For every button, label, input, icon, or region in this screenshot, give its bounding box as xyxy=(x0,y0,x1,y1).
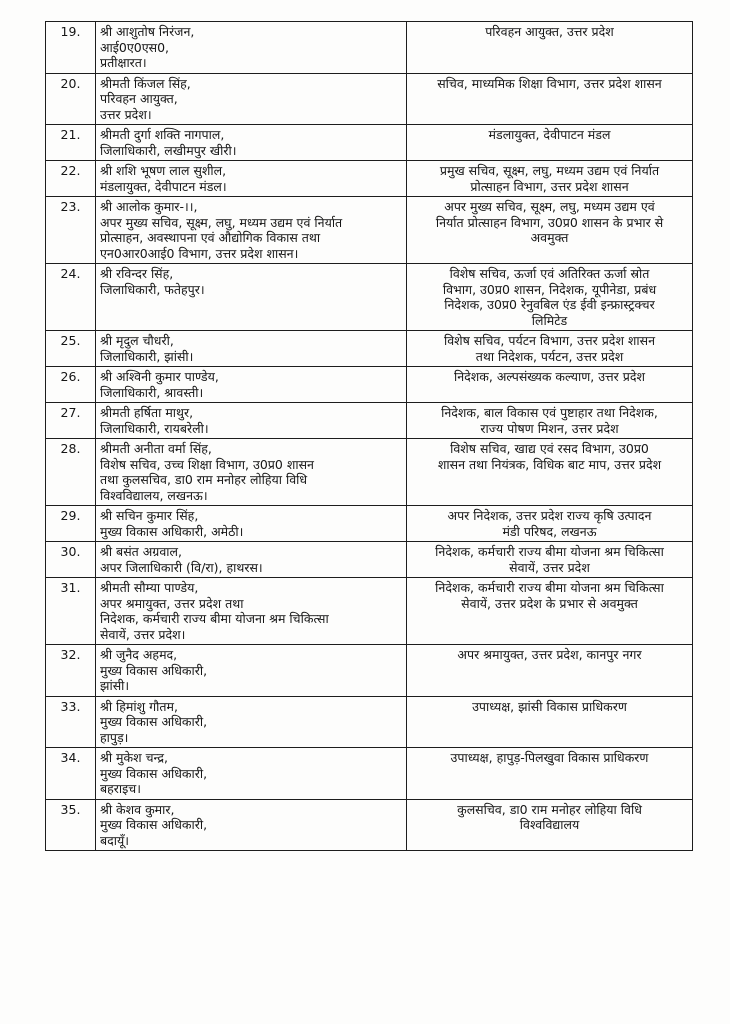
table-row xyxy=(46,645,693,697)
officer-line: श्री रविन्दर सिंह, xyxy=(100,266,174,281)
serial-number: 20. xyxy=(46,73,96,125)
serial-number: 24. xyxy=(46,264,96,331)
officer-current-posting xyxy=(96,403,407,439)
officer-line: निदेशक, कर्मचारी राज्य बीमा योजना श्रम चिकित्सा xyxy=(100,611,329,626)
serial-number: 26. xyxy=(46,367,96,403)
officer-current-posting xyxy=(96,331,407,367)
new-posting xyxy=(407,197,693,264)
new-posting xyxy=(407,264,693,331)
serial-number: 23. xyxy=(46,197,96,264)
table-row xyxy=(46,799,693,851)
new-posting xyxy=(407,578,693,645)
serial-number: 35. xyxy=(46,799,96,851)
posting-line: निदेशक, बाल विकास एवं पुष्टाहार तथा निदेशक, xyxy=(441,405,658,420)
new-posting xyxy=(407,696,693,748)
officer-line: प्रोत्साहन, अवस्थापना एवं औद्योगिक विकास तथा xyxy=(100,230,321,245)
posting-line: विश्वविद्यालय xyxy=(519,817,580,832)
table-row xyxy=(46,73,693,125)
officer-line: विशेष सचिव, उच्च शिक्षा विभाग, उ0प्र0 शासन xyxy=(100,456,314,472)
officer-line: प्रतीक्षारत। xyxy=(100,55,147,70)
officer-line: जिलाधिकारी, लखीमपुर खीरी। xyxy=(100,142,237,158)
posting-line: शासन तथा नियंत्रक, विधिक बाट माप, उत्तर प्रदेश xyxy=(437,456,662,472)
serial-number: 33. xyxy=(46,696,96,748)
officer-line: बदायूँ। xyxy=(100,832,130,848)
posting-line: निर्यात प्रोत्साहन विभाग, उ0प्र0 शासन के प्रभार से xyxy=(435,214,664,230)
table-row xyxy=(46,331,693,367)
officer-line: अपर श्रमायुक्त, उत्तर प्रदेश तथा xyxy=(100,595,244,611)
officer-line: मुख्य विकास अधिकारी, अमेठी। xyxy=(100,523,244,539)
officer-current-posting xyxy=(96,197,407,264)
officer-line: श्री मृदुल चौधरी, xyxy=(100,333,174,348)
officer-line: झांसी। xyxy=(100,678,130,693)
officer-line: श्री शशि भूषण लाल सुशील, xyxy=(100,163,227,178)
table-row xyxy=(46,542,693,578)
officer-line: श्री आलोक कुमार-।।, xyxy=(100,199,198,214)
posting-line: अपर मुख्य सचिव, सूक्ष्म, लघु, मध्यम उद्यम एवं xyxy=(444,199,655,214)
posting-line: निदेशक, कर्मचारी राज्य बीमा योजना श्रम चिकित्सा xyxy=(435,544,664,559)
new-posting xyxy=(407,748,693,800)
officer-current-posting xyxy=(96,799,407,851)
serial-number: 19. xyxy=(46,22,96,74)
officer-line: जिलाधिकारी, श्रावस्ती। xyxy=(100,384,204,400)
posting-line: सचिव, माध्यमिक शिक्षा विभाग, उत्तर प्रदेश शासन xyxy=(437,75,662,91)
new-posting xyxy=(407,645,693,697)
officer-line: बहराइच। xyxy=(100,781,141,796)
posting-line: विशेष सचिव, खाद्य एवं रसद विभाग, उ0प्र0 xyxy=(450,441,649,456)
table-row xyxy=(46,506,693,542)
officer-current-posting xyxy=(96,506,407,542)
serial-number: 32. xyxy=(46,645,96,697)
officer-current-posting xyxy=(96,125,407,161)
officer-line: मुख्य विकास अधिकारी, xyxy=(100,662,208,678)
officer-current-posting xyxy=(96,645,407,697)
posting-line: परिवहन आयुक्त, उत्तर प्रदेश xyxy=(485,24,614,39)
posting-line: कुलसचिव, डा0 राम मनोहर लोहिया विधि xyxy=(457,801,642,817)
serial-number: 34. xyxy=(46,748,96,800)
posting-line: उपाध्यक्ष, हापुड़-पिलखुवा विकास प्राधिकरण xyxy=(450,750,649,765)
posting-line: राज्य पोषण मिशन, उत्तर प्रदेश xyxy=(480,420,619,436)
officer-line: परिवहन आयुक्त, xyxy=(100,91,178,106)
officer-current-posting xyxy=(96,22,407,74)
transfer-table xyxy=(45,21,693,851)
officer-current-posting xyxy=(96,578,407,645)
officer-line: अपर जिलाधिकारी (वि/रा), हाथरस। xyxy=(100,559,263,575)
posting-line: प्रमुख सचिव, सूक्ष्म, लघु, मध्यम उद्यम एवं निर्यात xyxy=(439,163,660,178)
new-posting xyxy=(407,161,693,197)
officer-current-posting xyxy=(96,696,407,748)
table-row xyxy=(46,125,693,161)
officer-line: एन0आर0आई0 विभाग, उत्तर प्रदेश शासन। xyxy=(100,245,299,261)
posting-line: निदेशक, उ0प्र0 रेनुवबिल एंड ईवी इन्फ्रास्ट्रक्चर xyxy=(444,297,655,312)
officer-line: मुख्य विकास अधिकारी, xyxy=(100,817,208,832)
officer-current-posting xyxy=(96,748,407,800)
officer-current-posting xyxy=(96,264,407,331)
posting-line: सेवायें, उत्तर प्रदेश के प्रभार से अवमुक्त xyxy=(461,595,638,611)
officer-current-posting xyxy=(96,439,407,506)
posting-line: अवमुक्त xyxy=(530,230,569,245)
officer-line: तथा कुलसचिव, डा0 राम मनोहर लोहिया विधि xyxy=(100,472,308,487)
officer-current-posting xyxy=(96,73,407,125)
posting-line: मंडी परिषद, लखनऊ xyxy=(502,523,597,539)
serial-number: 28. xyxy=(46,439,96,506)
officer-line: आई0ए0एस0, xyxy=(100,39,170,55)
posting-line: सेवायें, उत्तर प्रदेश xyxy=(509,559,590,575)
officer-line: श्रीमती दुर्गा शक्ति नागपाल, xyxy=(100,127,225,142)
officer-line: मुख्य विकास अधिकारी, xyxy=(100,714,208,729)
table-row xyxy=(46,197,693,264)
posting-line: मंडलायुक्त, देवीपाटन मंडल xyxy=(488,127,611,142)
posting-line: निदेशक, अल्पसंख्यक कल्याण, उत्तर प्रदेश xyxy=(453,369,646,384)
new-posting xyxy=(407,22,693,74)
table-row xyxy=(46,578,693,645)
officer-current-posting xyxy=(96,542,407,578)
officer-line: जिलाधिकारी, झांसी। xyxy=(100,348,194,364)
posting-line: अपर श्रमायुक्त, उत्तर प्रदेश, कानपुर नगर xyxy=(457,647,642,662)
officer-line: मंडलायुक्त, देवीपाटन मंडल। xyxy=(100,178,227,194)
table-row xyxy=(46,403,693,439)
serial-number: 30. xyxy=(46,542,96,578)
new-posting xyxy=(407,799,693,851)
table-row xyxy=(46,696,693,748)
officer-line: श्री केशव कुमार, xyxy=(100,801,175,817)
officer-line: श्री सचिन कुमार सिंह, xyxy=(100,508,199,523)
new-posting xyxy=(407,542,693,578)
table-row xyxy=(46,161,693,197)
transfer-table-body xyxy=(46,22,693,851)
posting-line: निदेशक, कर्मचारी राज्य बीमा योजना श्रम चिकित्सा xyxy=(435,580,664,595)
new-posting xyxy=(407,125,693,161)
officer-line: श्री बसंत अग्रवाल, xyxy=(100,544,182,559)
officer-current-posting xyxy=(96,367,407,403)
serial-number: 29. xyxy=(46,506,96,542)
officer-line: श्रीमती सौम्या पाण्डेय, xyxy=(100,580,199,595)
serial-number: 27. xyxy=(46,403,96,439)
officer-line: अपर मुख्य सचिव, सूक्ष्म, लघु, मध्यम उद्यम एवं निर्यात xyxy=(100,214,343,230)
officer-line: श्री हिमांशु गौतम, xyxy=(100,698,178,714)
posting-line: तथा निदेशक, पर्यटन, उत्तर प्रदेश xyxy=(475,348,624,364)
serial-number: 21. xyxy=(46,125,96,161)
officer-line: सेवायें, उत्तर प्रदेश। xyxy=(100,626,186,642)
officer-line: श्रीमती किंजल सिंह, xyxy=(100,75,191,91)
officer-line: श्री आशुतोष निरंजन, xyxy=(100,24,195,39)
new-posting xyxy=(407,439,693,506)
posting-line: विशेष सचिव, पर्यटन विभाग, उत्तर प्रदेश शासन xyxy=(443,333,656,348)
officer-current-posting xyxy=(96,161,407,197)
posting-line: विभाग, उ0प्र0 शासन, निदेशक, यूपीनेडा, प्रबंध xyxy=(442,281,657,297)
posting-line: लिमिटेड xyxy=(531,312,568,328)
posting-line: विशेष सचिव, ऊर्जा एवं अतिरिक्त ऊर्जा स्रोत xyxy=(449,266,650,281)
new-posting xyxy=(407,403,693,439)
serial-number: 31. xyxy=(46,578,96,645)
table-row xyxy=(46,264,693,331)
new-posting xyxy=(407,73,693,125)
new-posting xyxy=(407,506,693,542)
table-row xyxy=(46,439,693,506)
posting-line: अपर निदेशक, उत्तर प्रदेश राज्य कृषि उत्पादन xyxy=(447,508,652,523)
serial-number: 25. xyxy=(46,331,96,367)
officer-line: श्री अश्विनी कुमार पाण्डेय, xyxy=(100,369,219,384)
officer-line: श्रीमती हर्षिता माथुर, xyxy=(100,405,194,420)
officer-line: विश्वविद्यालय, लखनऊ। xyxy=(100,487,208,503)
serial-number: 22. xyxy=(46,161,96,197)
officer-line: जिलाधिकारी, रायबरेली। xyxy=(100,420,209,436)
table-row xyxy=(46,22,693,74)
new-posting xyxy=(407,331,693,367)
posting-line: उपाध्यक्ष, झांसी विकास प्राधिकरण xyxy=(472,698,627,714)
officer-line: श्री जुनैद अहमद, xyxy=(100,647,178,662)
table-row xyxy=(46,748,693,800)
posting-line: प्रोत्साहन विभाग, उत्तर प्रदेश शासन xyxy=(470,178,629,194)
officer-line: श्री मुकेश चन्द्र, xyxy=(100,750,169,765)
officer-line: जिलाधिकारी, फतेहपुर। xyxy=(100,281,205,297)
officer-line: श्रीमती अनीता वर्मा सिंह, xyxy=(100,441,212,456)
officer-line: मुख्य विकास अधिकारी, xyxy=(100,765,208,781)
new-posting xyxy=(407,367,693,403)
officer-line: हापुड़। xyxy=(100,729,129,745)
officer-line: उत्तर प्रदेश। xyxy=(100,106,152,122)
table-row xyxy=(46,367,693,403)
